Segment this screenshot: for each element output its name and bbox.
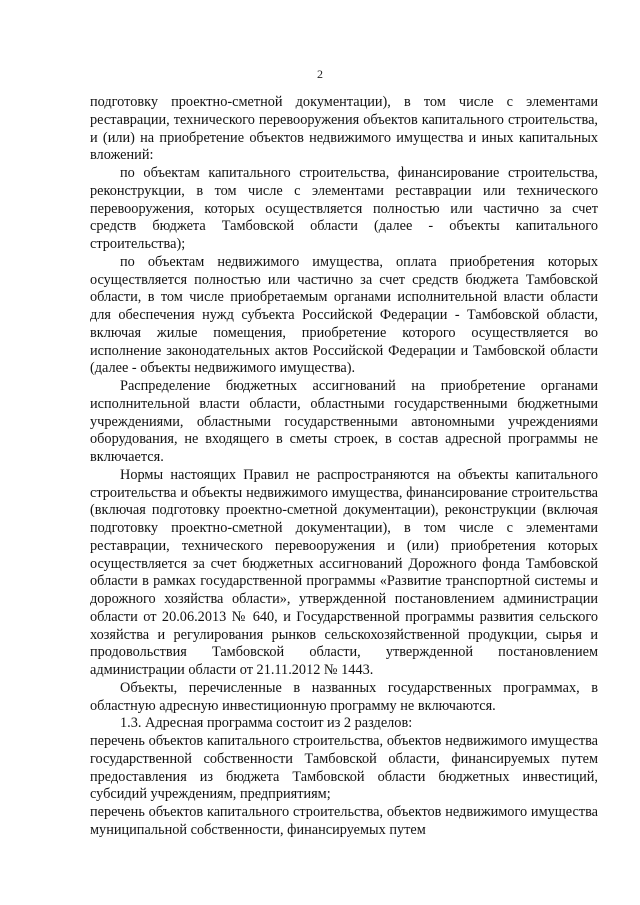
paragraph: Нормы настоящих Правил не распространяются на объекты капитального строительства и объекты недвижимого имущества, финансирование строительства (включая подготовку проектно-сметной документации), реконструкции (включая подготовку проектно-сметной документации), в том числе с элементами реставрации, технического перевооружения и (или) приобретения которых осуществляется за счет бюджетных ассигнований Дорожного фонда Тамбовской области в рамках государственной программы «Развитие транспортной системы и дорожного хозяйства области», утвержденной постановлением администрации области от 20.06.2013 № 640, и Государственной программы развития сельского хозяйства и регулирования рынков сельскохозяйственной продукции, сырья и продовольствия Тамбовской области, утвержденной постановлением администрации области от 21.11.2012 № 1443. [90, 466, 598, 678]
paragraph: подготовку проектно-сметной документации), в том числе с элементами реставрации, технического перевооружения объектов капитального строительства, и (или) на приобретение объектов недвижимого имущества и иных капитальных вложений: [90, 94, 598, 164]
paragraph: перечень объектов капитального строительства, объектов недвижимого имущества государственной собственности Тамбовской области, финансируемых путем предоставления из бюджета Тамбовской области бюджетных инвестиций, субсидий учреждениям, предприятиям; [90, 733, 598, 803]
document-body [90, 94, 598, 840]
paragraph: 1.3. Адресная программа состоит из 2 разделов: [120, 715, 413, 732]
paragraph: перечень объектов капитального строительства, объектов недвижимого имущества муниципальной собственности, финансируемых путем [90, 804, 598, 838]
paragraph: Распределение бюджетных ассигнований на приобретение органами исполнительной власти области, областными государственными бюджетными учреждениями, областными государственными автономными учреждениями оборудования, не входящего в сметы строек, в состав адресной программы не включается. [90, 378, 598, 465]
paragraph: по объектам капитального строительства, финансирование строительства, реконструкции, в том числе с элементами реставрации или технического перевооружения, которых осуществляется полностью или частично за счет средств бюджета Тамбовской области (далее - объекты капитального строительства); [90, 165, 598, 252]
paragraph: Объекты, перечисленные в названных государственных программах, в областную адресную инвестиционную программу не включаются. [90, 679, 598, 714]
paragraph: по объектам недвижимого имущества, оплата приобретения которых осуществляется полностью или частично за счет средств бюджета Тамбовской области, в том числе приобретаемым органами исполнительной власти области для обеспечения нужд субъекта Российской Федерации - Тамбовской области, включая жилые помещения, приобретение которого осуществляется во исполнение законодательных актов Российской Федерации и Тамбовской области (далее - объекты недвижимого имущества). [90, 253, 598, 377]
page-number: 2 [317, 67, 323, 81]
